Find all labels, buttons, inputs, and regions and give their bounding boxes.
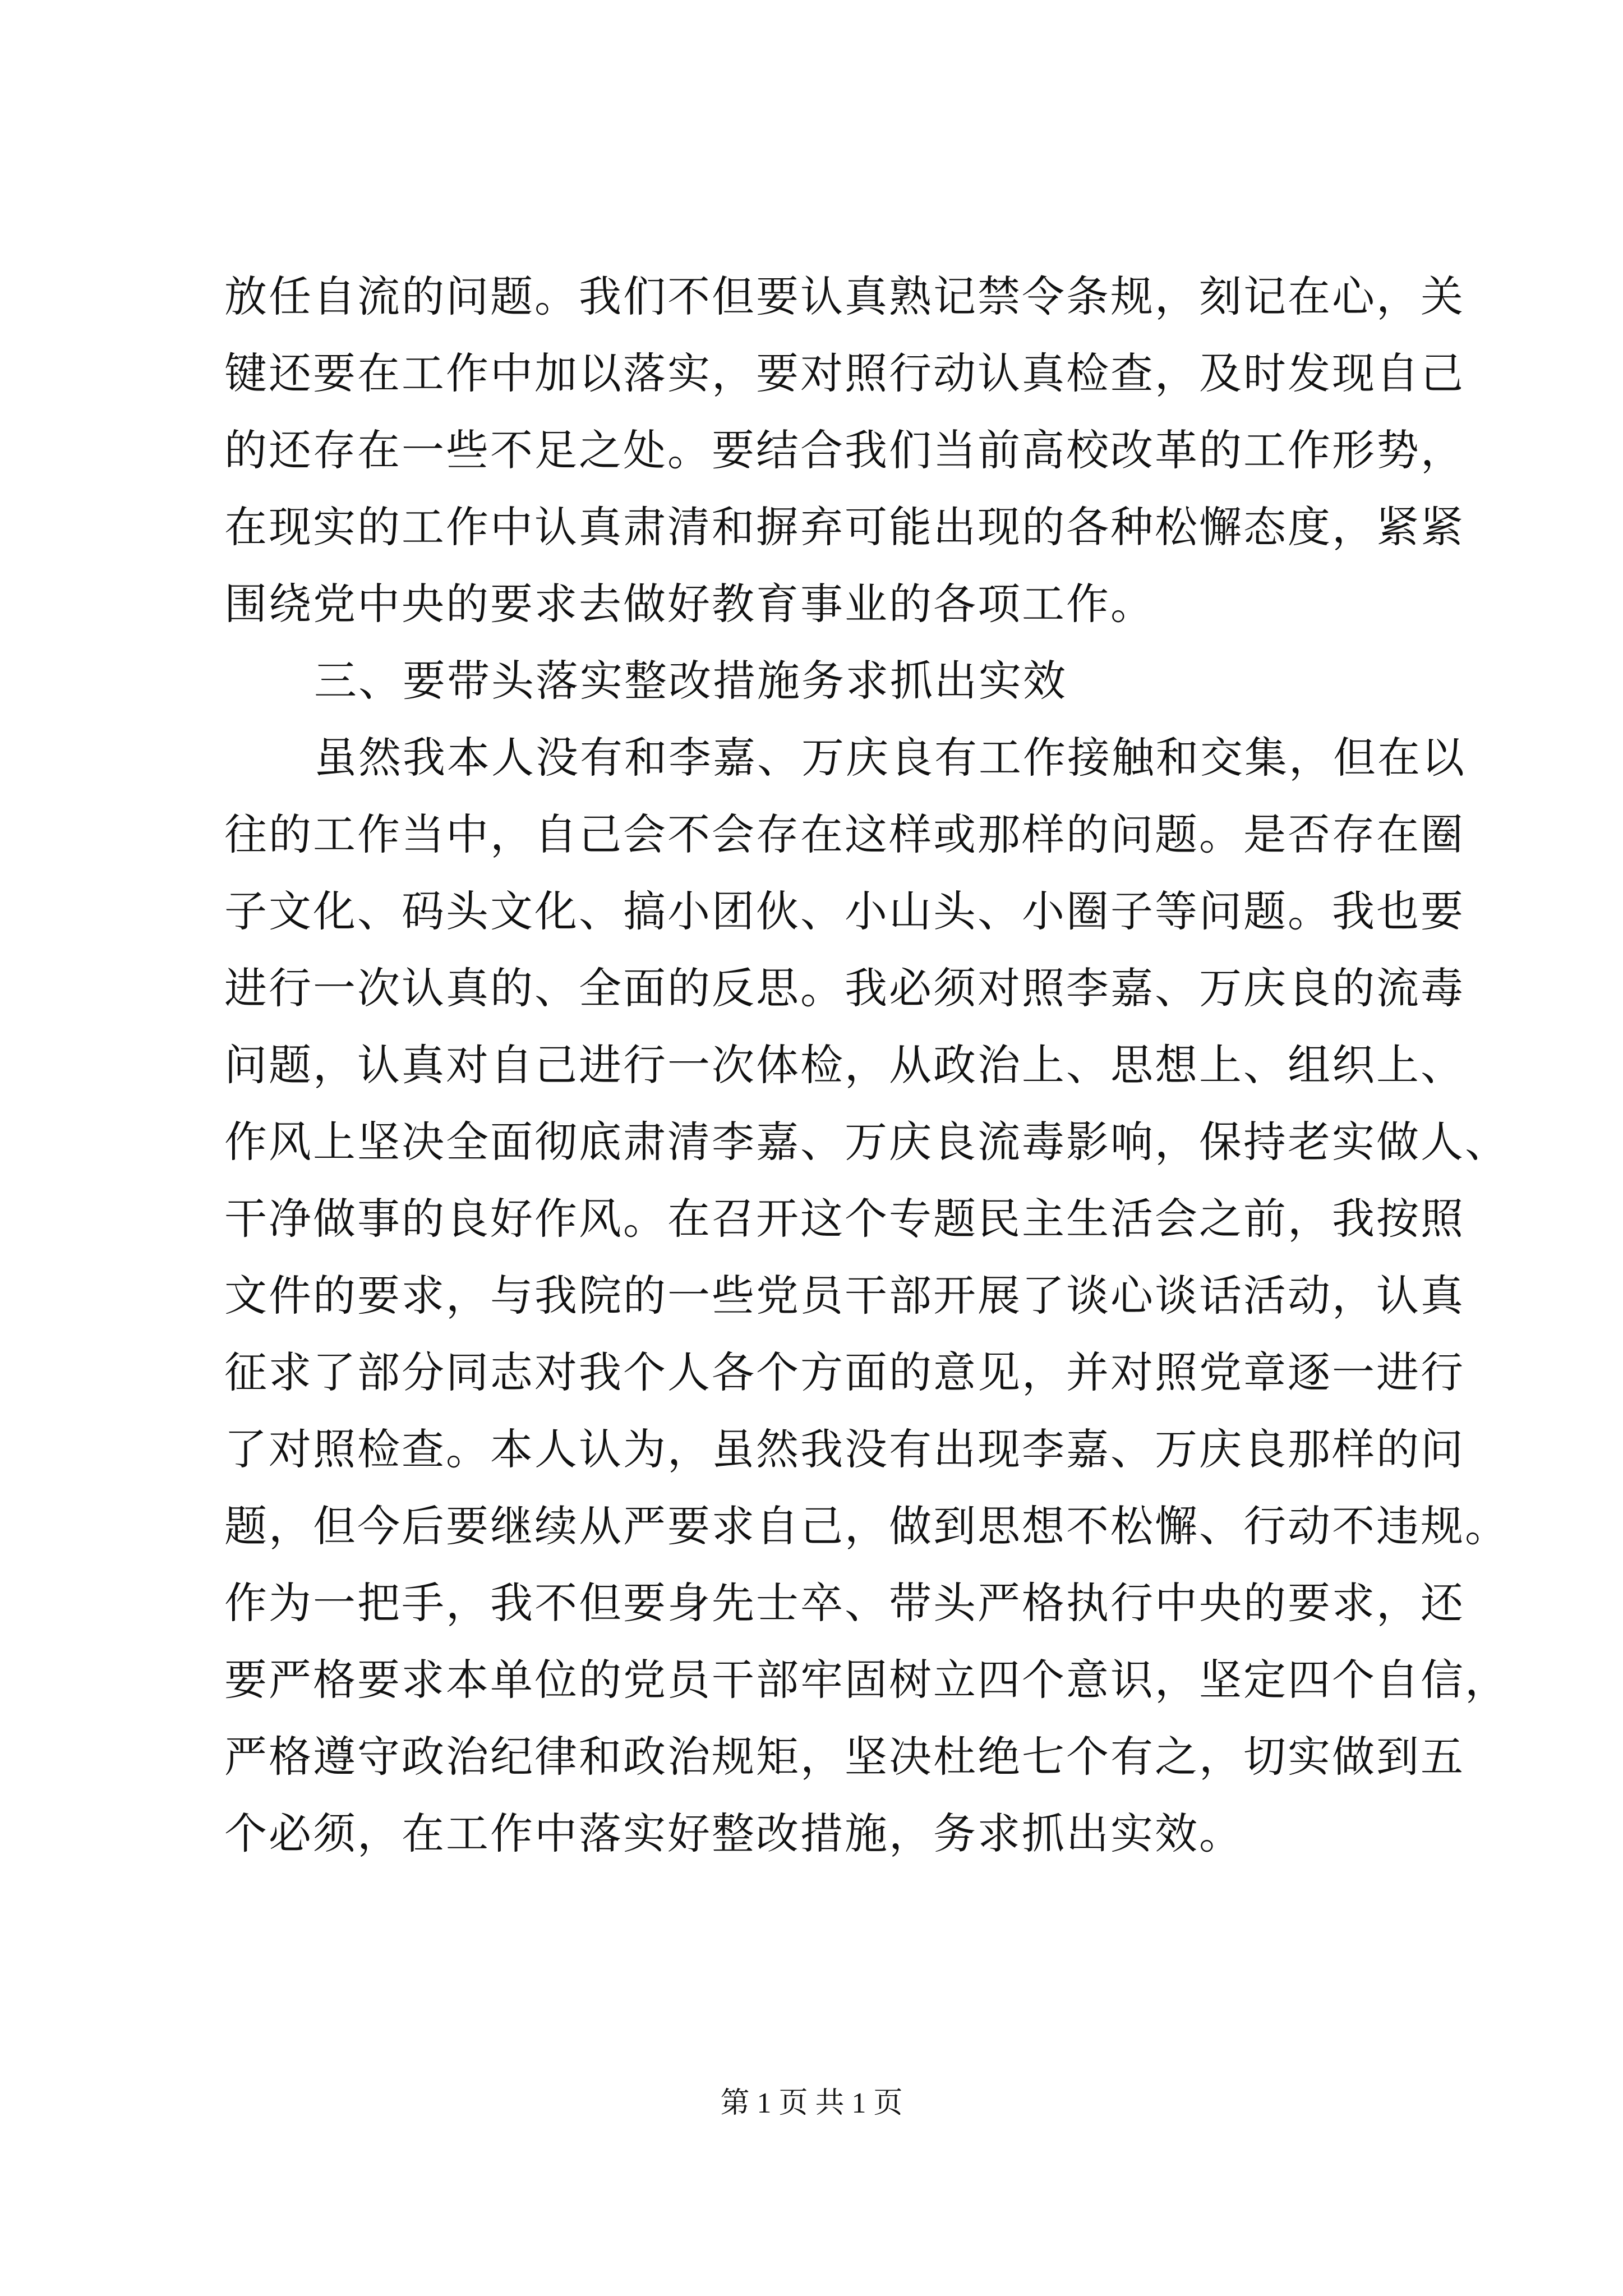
body-line: 进行一次认真的、全面的反思。我必须对照李嘉、万庆良的流毒 [224,963,1465,1013]
body-line: 了对照检查。本人认为，虽然我没有出现李嘉、万庆良那样的问 [224,1424,1465,1474]
body-line: 虽然我本人没有和李嘉、万庆良有工作接触和交集，但在以 [314,733,1466,783]
body-line: 在现实的工作中认真肃清和摒弃可能出现的各种松懈态度，紧紧 [224,502,1465,552]
body-line: 严格遵守政治纪律和政治规矩，坚决杜绝七个有之，切实做到五 [224,1732,1465,1782]
page-number-label: 第 1 页 共 1 页 [720,2087,903,2119]
body-line: 的还存在一些不足之处。要结合我们当前高校改革的工作形势， [224,425,1465,475]
body-line: 个必须，在工作中落实好整改措施，务求抓出实效。 [224,1809,1243,1858]
body-line: 征求了部分同志对我个人各个方面的意见，并对照党章逐一进行 [224,1347,1465,1397]
page-footer [0,2084,1623,2123]
body-line: 放任自流的问题。我们不但要认真熟记禁令条规，刻记在心，关 [224,272,1465,321]
body-line: 干净做事的良好作风。在召开这个专题民主生活会之前，我按照 [224,1194,1465,1244]
body-line: 要严格要求本单位的党员干部牢固树立四个意识，坚定四个自信， [224,1655,1509,1705]
body-line: 作为一把手，我不但要身先士卒、带头严格执行中央的要求，还 [224,1578,1465,1628]
body-line: 键还要在工作中加以落实，要对照行动认真检查，及时发现自己 [224,348,1465,398]
document-body [224,258,1509,1872]
body-line: 作风上坚决全面彻底肃清李嘉、万庆良流毒影响，保持老实做人、 [224,1117,1509,1167]
body-line: 问题，认真对自己进行一次体检，从政治上、思想上、组织上、 [224,1040,1465,1090]
body-line: 文件的要求，与我院的一些党员干部开展了谈心谈话活动，认真 [224,1271,1465,1320]
section-heading: 三、要带头落实整改措施务求抓出实效 [314,656,1067,706]
body-line: 子文化、码头文化、搞小团伙、小山头、小圈子等问题。我也要 [224,886,1465,936]
body-line: 围绕党中央的要求去做好教育事业的各项工作。 [224,579,1155,629]
body-line: 题，但今后要继续从严要求自己，做到思想不松懈、行动不违规。 [224,1501,1509,1551]
body-line: 往的工作当中，自己会不会存在这样或那样的问题。是否存在圈 [224,809,1465,859]
